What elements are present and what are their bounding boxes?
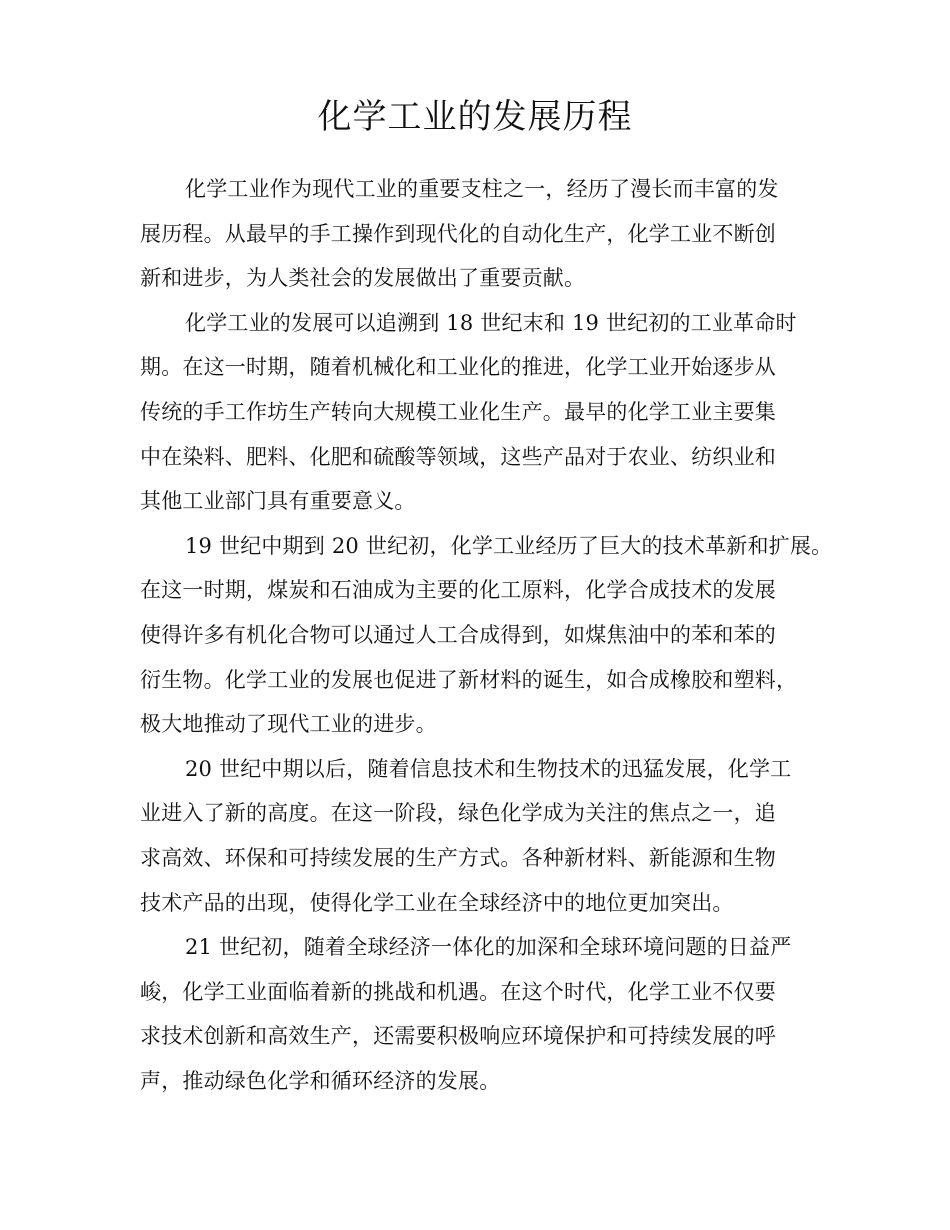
text-line: 求高效、环保和可持续发展的生产方式。各种新材料、新能源和生物 bbox=[140, 845, 776, 870]
document-title: 化学工业的发展历程 bbox=[317, 97, 633, 137]
text-line: 技术产品的出现，使得化学工业在全球经济中的地位更加突出。 bbox=[140, 890, 734, 915]
document-body bbox=[140, 174, 833, 1110]
text-line: 新和进步，为人类社会的发展做出了重要贡献。 bbox=[140, 266, 586, 291]
text-line: 期。在这一时期，随着机械化和工业化的推进，化学工业开始逐步从 bbox=[140, 355, 776, 380]
text-line: 20 世纪中期以后，随着信息技术和生物技术的迅猛发展，化学工 bbox=[185, 756, 792, 781]
text-line: 声，推动绿色化学和循环经济的发展。 bbox=[140, 1068, 501, 1093]
text-line: 化学工业的发展可以追溯到 18 世纪末和 19 世纪初的工业革命时 bbox=[185, 310, 797, 335]
text-line: 求技术创新和高效生产，还需要积极响应环境保护和可持续发展的呼 bbox=[140, 1024, 776, 1049]
text-line: 21 世纪初，随着全球经济一体化的加深和全球环境问题的日益严 bbox=[185, 935, 792, 960]
text-line: 中在染料、肥料、化肥和硫酸等领域，这些产品对于农业、纺织业和 bbox=[140, 444, 776, 469]
text-line: 在这一时期，煤炭和石油成为主要的化工原料，化学合成技术的发展 bbox=[140, 578, 776, 603]
text-line: 传统的手工作坊生产转向大规模工业化生产。最早的化学工业主要集 bbox=[140, 399, 776, 424]
text-line: 化学工业作为现代工业的重要支柱之一，经历了漫长而丰富的发 bbox=[185, 177, 779, 201]
text-line: 业进入了新的高度。在这一阶段，绿色化学成为关注的焦点之一，追 bbox=[140, 801, 776, 826]
text-line: 19 世纪中期到 20 世纪初，化学工业经历了巨大的技术革新和扩展。 bbox=[185, 533, 833, 558]
text-line: 展历程。从最早的手工操作到现代化的自动化生产，化学工业不断创 bbox=[140, 221, 776, 246]
text-line: 极大地推动了现代工业的进步。 bbox=[140, 712, 437, 737]
text-line: 其他工业部门具有重要意义。 bbox=[140, 489, 416, 514]
text-line: 峻，化学工业面临着新的挑战和机遇。在这个时代，化学工业不仅要 bbox=[140, 979, 776, 1004]
text-line: 衍生物。化学工业的发展也促进了新材料的诞生，如合成橡胶和塑料， bbox=[140, 667, 798, 692]
text-line: 使得许多有机化合物可以通过人工合成得到，如煤焦油中的苯和苯的 bbox=[140, 622, 776, 647]
